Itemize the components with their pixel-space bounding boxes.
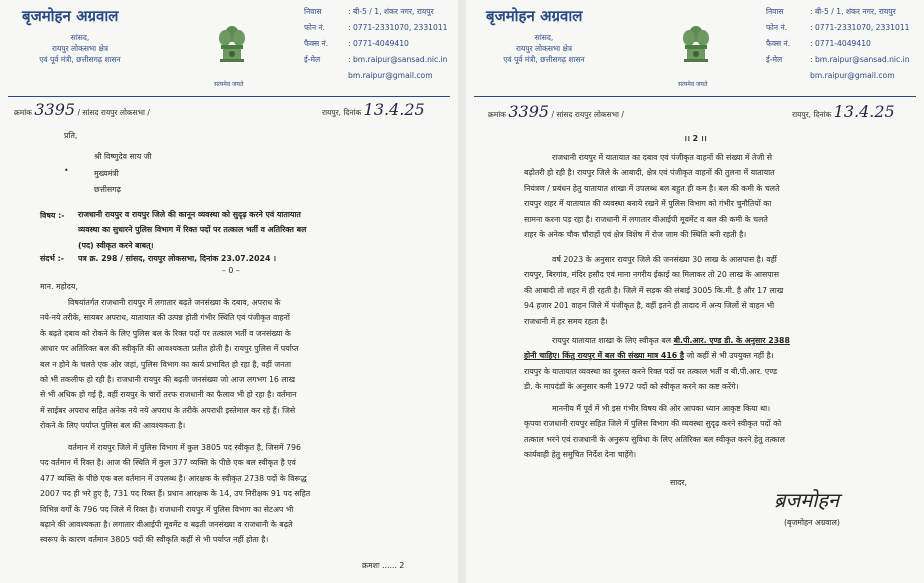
para-line: नये-नये तरीके, सायबर अपराध, यातायात की उत्पन्न होती गंभीर स्थिति एवं पंजीकृत वाहनों bbox=[40, 313, 290, 323]
para-line: रायपुर, बिरगांव, मंदिर हसौद एवं माना नगरीय ईकाई का मिलाकर तो 20 लाख के आसपास bbox=[524, 270, 779, 280]
bullet-dot: • bbox=[64, 166, 69, 175]
email-value-1: : bm.raipur@sansad.nic.in bbox=[810, 55, 910, 64]
letter-page-2 bbox=[466, 0, 924, 583]
emblem-caption: सत्यमेव जयते bbox=[678, 81, 708, 88]
email-value-2: bm.raipur@gmail.com bbox=[810, 71, 895, 80]
reference-text: पत्र क्र. 298 / सांसद, रायपुर लोकसभा, दिनांक 23.07.2024 । bbox=[78, 254, 277, 263]
addressee-name: श्री विष्णुदेव साय जी bbox=[94, 152, 152, 161]
subject-line: राजधानी रायपुर व रायपुर जिले की कानून व्यवस्था को सुदृढ़ करने एवं यातायात bbox=[78, 210, 301, 219]
letterhead-divider bbox=[8, 96, 450, 97]
para-line: तत्काल भरने एवं राजधानी के अनुरूप सुविधा के लिए अतिरिक्त बल स्वीकृत करने हेतु तत्काल bbox=[524, 434, 785, 444]
letter-page-1 bbox=[0, 0, 458, 583]
body-paragraph-1 bbox=[524, 150, 902, 242]
para-line: पद वर्तमान में रिक्त है। आज की स्थिति में कुल 377 व्यक्ति के पीछे एक बल स्वीकृत है एवं bbox=[40, 458, 296, 468]
date-handwritten: 13.4.25 bbox=[363, 100, 425, 119]
former-post: एवं पूर्व मंत्री, छत्तीसगढ़ शासन bbox=[503, 55, 585, 64]
residence-label: निवास bbox=[766, 7, 784, 16]
reference-line bbox=[488, 102, 624, 121]
page-marker: ।। 2 ।। bbox=[684, 134, 707, 143]
para-line: राजधानी में हर समय रहता है। bbox=[524, 316, 608, 326]
para-text: जो कहीं से भी उपयुक्त नहीं है। bbox=[686, 351, 774, 361]
para-line: रायपुर शहर में यातायात की व्यवस्था बनाये रखने में पुलिस विभाग को गंभीर चुनौतियों का bbox=[524, 199, 772, 209]
phone-value: : 0771-2331070, 2331011 bbox=[348, 23, 448, 32]
para-text: रायपुर यातायात शाखा के लिए स्वीकृत बल bbox=[552, 336, 672, 345]
para-line: विषयांतर्गत राजधानी रायपुर में लगातार बढ़ते जनसंख्या के दबाव, अपराध के bbox=[68, 298, 281, 307]
body-paragraph-3 bbox=[524, 333, 902, 395]
email-value-1: : bm.raipur@sansad.nic.in bbox=[348, 55, 448, 64]
contact-block bbox=[766, 4, 910, 84]
signatory-name: (बृजमोहन अग्रवाल) bbox=[784, 518, 840, 527]
subject-line: (पद) स्वीकृत करने बाबत्। bbox=[78, 240, 154, 250]
para-line: डी. के मापदंडों के अनुसार कमी 1972 पदों को स्वीकृत करने का कष्ट करेंगे। bbox=[524, 382, 739, 392]
highlighted-text: बी.पी.आर. एण्ड डी. के अनुसार 2388 bbox=[673, 336, 790, 345]
to-label: प्रति, bbox=[64, 131, 78, 140]
body-paragraph-2 bbox=[524, 252, 902, 329]
para-line: विभिन्न वर्गों के 796 पद जिले में रिक्त है। राजधानी रायपुर में पुलिस विभाग का सेटअप भी bbox=[40, 504, 294, 514]
para-line: शहर के अनेक चौक चौराहों एवं क्षेत्र विशेष में रोज जाम की स्थिति बनी रहती है। bbox=[524, 230, 747, 240]
constituency: रायपुर लोकसभा क्षेत्र bbox=[515, 44, 573, 53]
letterhead-titles bbox=[20, 32, 140, 65]
addressee-post: मुख्यमंत्री bbox=[94, 169, 119, 178]
para-line: सामना करना पड़ रहा है। राजधानी में लगातार वीआईपी मूवमेंट व बल की कमी के चलते bbox=[524, 214, 768, 224]
para-line: वर्तमान में रायपुर जिले में पुलिस विभाग में कुल 3805 पद स्वीकृत है, जिसमें 796 bbox=[68, 443, 301, 452]
ref-number-handwritten: 3395 bbox=[34, 100, 76, 119]
contact-block bbox=[304, 4, 448, 84]
residence-value: : बी-5 / 1, शंकर नगर, रायपुर bbox=[348, 7, 434, 16]
para-line: में साईबर अपराध सहित अनेक नये नये अपराध के तरीके अपराधी इस्तेमाल कर रहे हैं। जिसे bbox=[40, 405, 296, 415]
letterhead-name: बृजमोहन अग्रवाल bbox=[486, 7, 583, 25]
para-line: को भी तकलीफ हो रही है। राजधानी रायपुर की बढ़ती जनसंख्या जो आज लगभग 16 लाख bbox=[40, 375, 296, 385]
fax-value: : 0771-4049410 bbox=[348, 39, 409, 48]
designation: सांसद, bbox=[70, 33, 90, 42]
para-line: 477 व्यक्ति के पीछे एक बल वर्तमान में उपलब्ध है। आरक्षक के स्वीकृत 2738 पदों के विरूद्ध bbox=[40, 473, 307, 483]
fax-label: फैक्स नं. bbox=[304, 39, 329, 48]
email-value-2: bm.raipur@gmail.com bbox=[348, 71, 433, 80]
para-line: बढ़ोतरी हो रही है। रायपुर जिले के आबादी, क्षेत्र एवं पंजीकृत वाहनों की तुलना में यातायात bbox=[524, 168, 775, 178]
para-line: कार्यवाही हेतु समुचित निर्देश देना चाहेंगे। bbox=[524, 450, 637, 460]
para-line: राजधानी रायपुर में यातायात का दबाव एवं पंजीकृत वाहनों की संख्या में तेजी से bbox=[552, 153, 773, 162]
para-line: आधार पर अतिरिक्त बल की स्वीकृति की आवश्यकता प्रतीत होती है। रायपुर पुलिस में पर्याप्त bbox=[40, 344, 299, 354]
constituency: रायपुर लोकसभा क्षेत्र bbox=[51, 44, 109, 53]
place-date-label: रायपुर, दिनांक bbox=[792, 110, 832, 119]
ref-prefix: क्रमांक bbox=[14, 108, 32, 117]
phone-label: फोन नं. bbox=[304, 23, 326, 32]
continued-marker: क्रमशः ...... 2 bbox=[362, 561, 405, 570]
emblem-caption: सत्यमेव जयते bbox=[214, 81, 244, 88]
addressee-state: छत्तीसगढ़ bbox=[94, 185, 121, 194]
ref-prefix: क्रमांक bbox=[488, 110, 506, 119]
highlighted-text: होनी चाहिए। किंतु रायपुर में बल की संख्या मात्र 416 है bbox=[524, 351, 685, 361]
ref-suffix: / सांसद रायपुर लोकसभा / bbox=[77, 108, 150, 117]
reference-line bbox=[14, 100, 150, 119]
para-line: रायपुर के यातायात व्यवस्था का दुरुस्त करने रिक्त पदों पर तत्काल भर्ती व बी.पी.आर. एण्ड bbox=[524, 366, 778, 376]
ref-number-handwritten: 3395 bbox=[508, 102, 550, 121]
closing: सादर, bbox=[670, 478, 688, 487]
subject-label: विषय :- bbox=[40, 211, 65, 220]
residence-value: : बी-5 / 1, शंकर नगर, रायपुर bbox=[810, 7, 896, 16]
date-line bbox=[792, 102, 895, 121]
para-line: स्वरूप के कारण वर्तमान 3805 पदों की स्वीकृति कहीं से भी पर्याप्त नहीं होता है। bbox=[40, 535, 269, 545]
national-emblem-icon bbox=[214, 20, 250, 76]
para-line: वर्ष 2023 के अनुसार रायपुर जिले की जनसंख्या 30 लाख के आसपास है। वहीं bbox=[552, 255, 777, 264]
ref-suffix: / सांसद रायपुर लोकसभा / bbox=[551, 110, 624, 119]
email-label: ई-मेल bbox=[766, 55, 783, 64]
designation: सांसद, bbox=[534, 33, 554, 42]
date-line bbox=[322, 100, 425, 119]
para-line: की आबादी तो शहर में ही रहती है। जिले में सड़क की लंबाई 3005 कि.मी. है और 17 लाख bbox=[524, 285, 784, 295]
reference-label: संदर्भ :- bbox=[40, 254, 64, 263]
date-handwritten: 13.4.25 bbox=[833, 102, 895, 121]
para-line: के बढ़ते दबाव को रोकने के लिए पुलिस बल के रिक्त पदों पर तत्काल भर्ती व जनसंख्या के bbox=[40, 328, 291, 338]
letterhead-titles bbox=[484, 32, 604, 65]
para-line: 94 हजार 201 वाहन जिले में पंजीकृत है, वहीं इतने ही तादाद में अन्य जिलों से वाहन भी bbox=[524, 301, 775, 311]
signature-handwritten: ब्रजमोहन bbox=[774, 488, 840, 512]
place-date-label: रायपुर, दिनांक bbox=[322, 108, 362, 117]
salutation: मान. महोदय, bbox=[40, 282, 78, 291]
para-line: से भी अधिक हो गई है, वहीं रायपुर के चारों तरफ राजधानी का फैलाव भी हो रहा है। वर्तमान bbox=[40, 390, 297, 400]
phone-value: : 0771-2331070, 2331011 bbox=[810, 23, 910, 32]
body-paragraph-1 bbox=[40, 295, 432, 434]
para-line: माननीय मैं पूर्व में भी इस गंभीर विषय की ओर आपका ध्यान आकृष्ट किया था। bbox=[552, 404, 771, 413]
phone-label: फोन नं. bbox=[766, 23, 788, 32]
para-line: बल न होने के चलते एक ओर जहां, पुलिस विभाग का कार्य प्रभावित हो रहा है, वहीं जनता bbox=[40, 359, 291, 369]
subject-text bbox=[78, 207, 430, 253]
letterhead-name: बृजमोहन अग्रवाल bbox=[22, 7, 119, 25]
national-emblem-icon bbox=[678, 20, 714, 76]
residence-label: निवास bbox=[304, 7, 322, 16]
email-label: ई-मेल bbox=[304, 55, 321, 64]
para-line: बढ़ाने की आवश्यकता है। लगातार वीआईपी मूवमेंट व बढ़ती जनसंख्या व राजधानी के बढ़ते bbox=[40, 520, 293, 530]
subject-line: व्यवस्था का सुधारने पुलिस विभाग में रिक्त पदों पर तत्काल भर्ती व अतिरिक्त बल bbox=[78, 225, 307, 235]
letterhead-divider bbox=[474, 96, 916, 97]
fax-label: फैक्स नं. bbox=[766, 39, 791, 48]
fax-value: : 0771-4049410 bbox=[810, 39, 871, 48]
para-line: 2007 पद ही भरे हुए है, 731 पद रिक्त हैं। प्रधान आरक्षक के 14, उप निरीक्षक 91 पद सहित bbox=[40, 489, 311, 499]
para-line: नियंत्रण / प्रबंधन हेतु यातायात शाखा में उपलब्ध बल बहुत ही कम है। बल की कमी के चलते bbox=[524, 183, 780, 193]
body-paragraph-2 bbox=[40, 440, 432, 548]
para-line: रोकने के लिए पर्याप्त पुलिस बल की आवश्यकता है। bbox=[40, 421, 186, 431]
former-post: एवं पूर्व मंत्री, छत्तीसगढ़ शासन bbox=[39, 55, 121, 64]
body-paragraph-4 bbox=[524, 401, 902, 463]
divider-mark: – 0 – bbox=[222, 266, 240, 275]
para-line: कृपया राजधानी रायपुर सहित जिले में पुलिस विभाग की व्यवस्था सुदृढ़ करने स्वीकृत पदों को bbox=[524, 419, 782, 429]
